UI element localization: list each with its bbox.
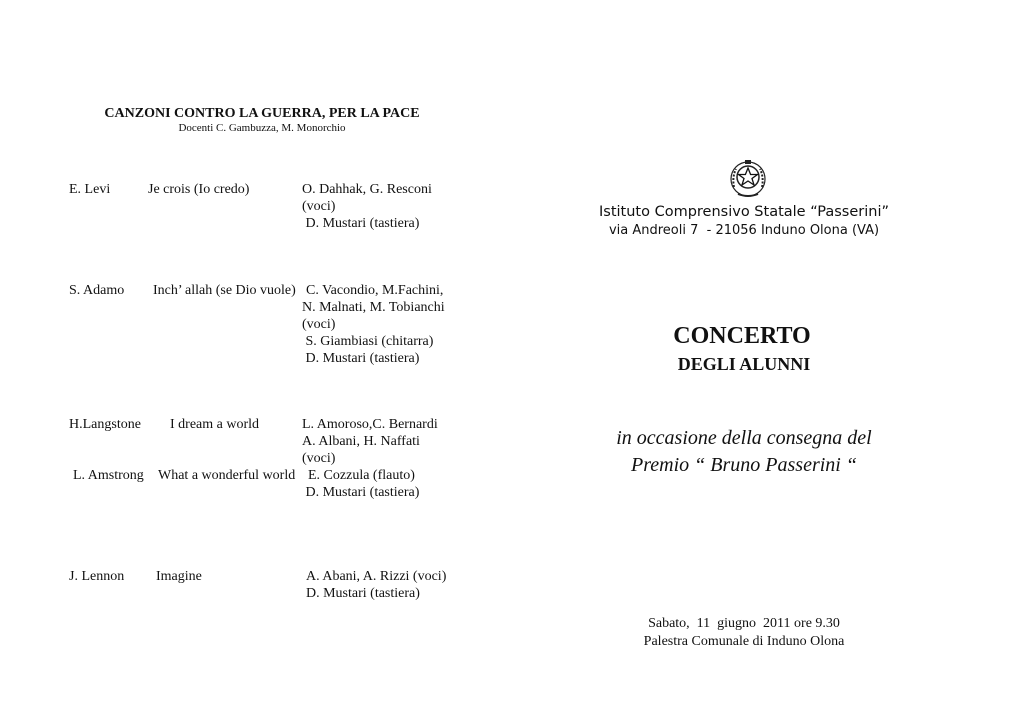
song-title: I dream a world <box>170 417 260 432</box>
song-performer: (voci) <box>302 317 336 332</box>
song-author: L. Amstrong <box>73 468 144 483</box>
song-title: Imagine <box>156 569 202 584</box>
song-title: Inch’ allah (se Dio vuole) <box>153 283 296 298</box>
program-subtitle: Docenti C. Gambuzza, M. Monorchio <box>178 122 346 134</box>
song-author: J. Lennon <box>69 569 125 584</box>
institute-name: Istituto Comprensivo Statale “Passerini” <box>598 204 890 220</box>
song-performer: (voci) <box>302 199 336 214</box>
song-performer: D. Mustari (tastiera) <box>302 216 420 231</box>
song-author: H.Langstone <box>69 417 141 432</box>
emblem-icon <box>728 157 768 199</box>
occasion-line-2: Premio “ Bruno Passerini “ <box>631 454 857 476</box>
concert-title: CONCERTO <box>673 323 811 349</box>
song-performer: S. Giambiasi (chitarra) <box>302 334 434 349</box>
song-performer: C. Vacondio, M.Fachini, <box>306 283 444 298</box>
song-performer: (voci) <box>302 451 336 466</box>
song-performer: A. Abani, A. Rizzi (voci) <box>306 569 447 584</box>
song-author: E. Levi <box>69 182 111 197</box>
event-venue: Palestra Comunale di Induno Olona <box>643 634 845 649</box>
event-date: Sabato, 11 giugno 2011 ore 9.30 <box>648 616 840 631</box>
program-title: CANZONI CONTRO LA GUERRA, PER LA PACE <box>104 106 420 121</box>
song-performer: A. Albani, H. Naffati <box>302 434 420 449</box>
occasion-line-1: in occasione della consegna del <box>616 427 872 449</box>
concert-subtitle: DEGLI ALUNNI <box>677 354 811 374</box>
institute-address: via Andreoli 7 - 21056 Induno Olona (VA) <box>608 223 880 238</box>
song-performer: D. Mustari (tastiera) <box>306 586 420 601</box>
song-performer: N. Malnati, M. Tobianchi <box>302 300 445 315</box>
song-performer: L. Amoroso,C. Bernardi <box>302 417 438 432</box>
song-performer: D. Mustari (tastiera) <box>302 351 420 366</box>
song-title: What a wonderful world <box>158 468 296 483</box>
song-performer: E. Cozzula (flauto) <box>308 468 415 483</box>
song-performer: D. Mustari (tastiera) <box>302 485 420 500</box>
song-performer: O. Dahhak, G. Resconi <box>302 182 432 197</box>
song-author: S. Adamo <box>69 283 125 298</box>
song-title: Je crois (Io credo) <box>148 182 250 197</box>
